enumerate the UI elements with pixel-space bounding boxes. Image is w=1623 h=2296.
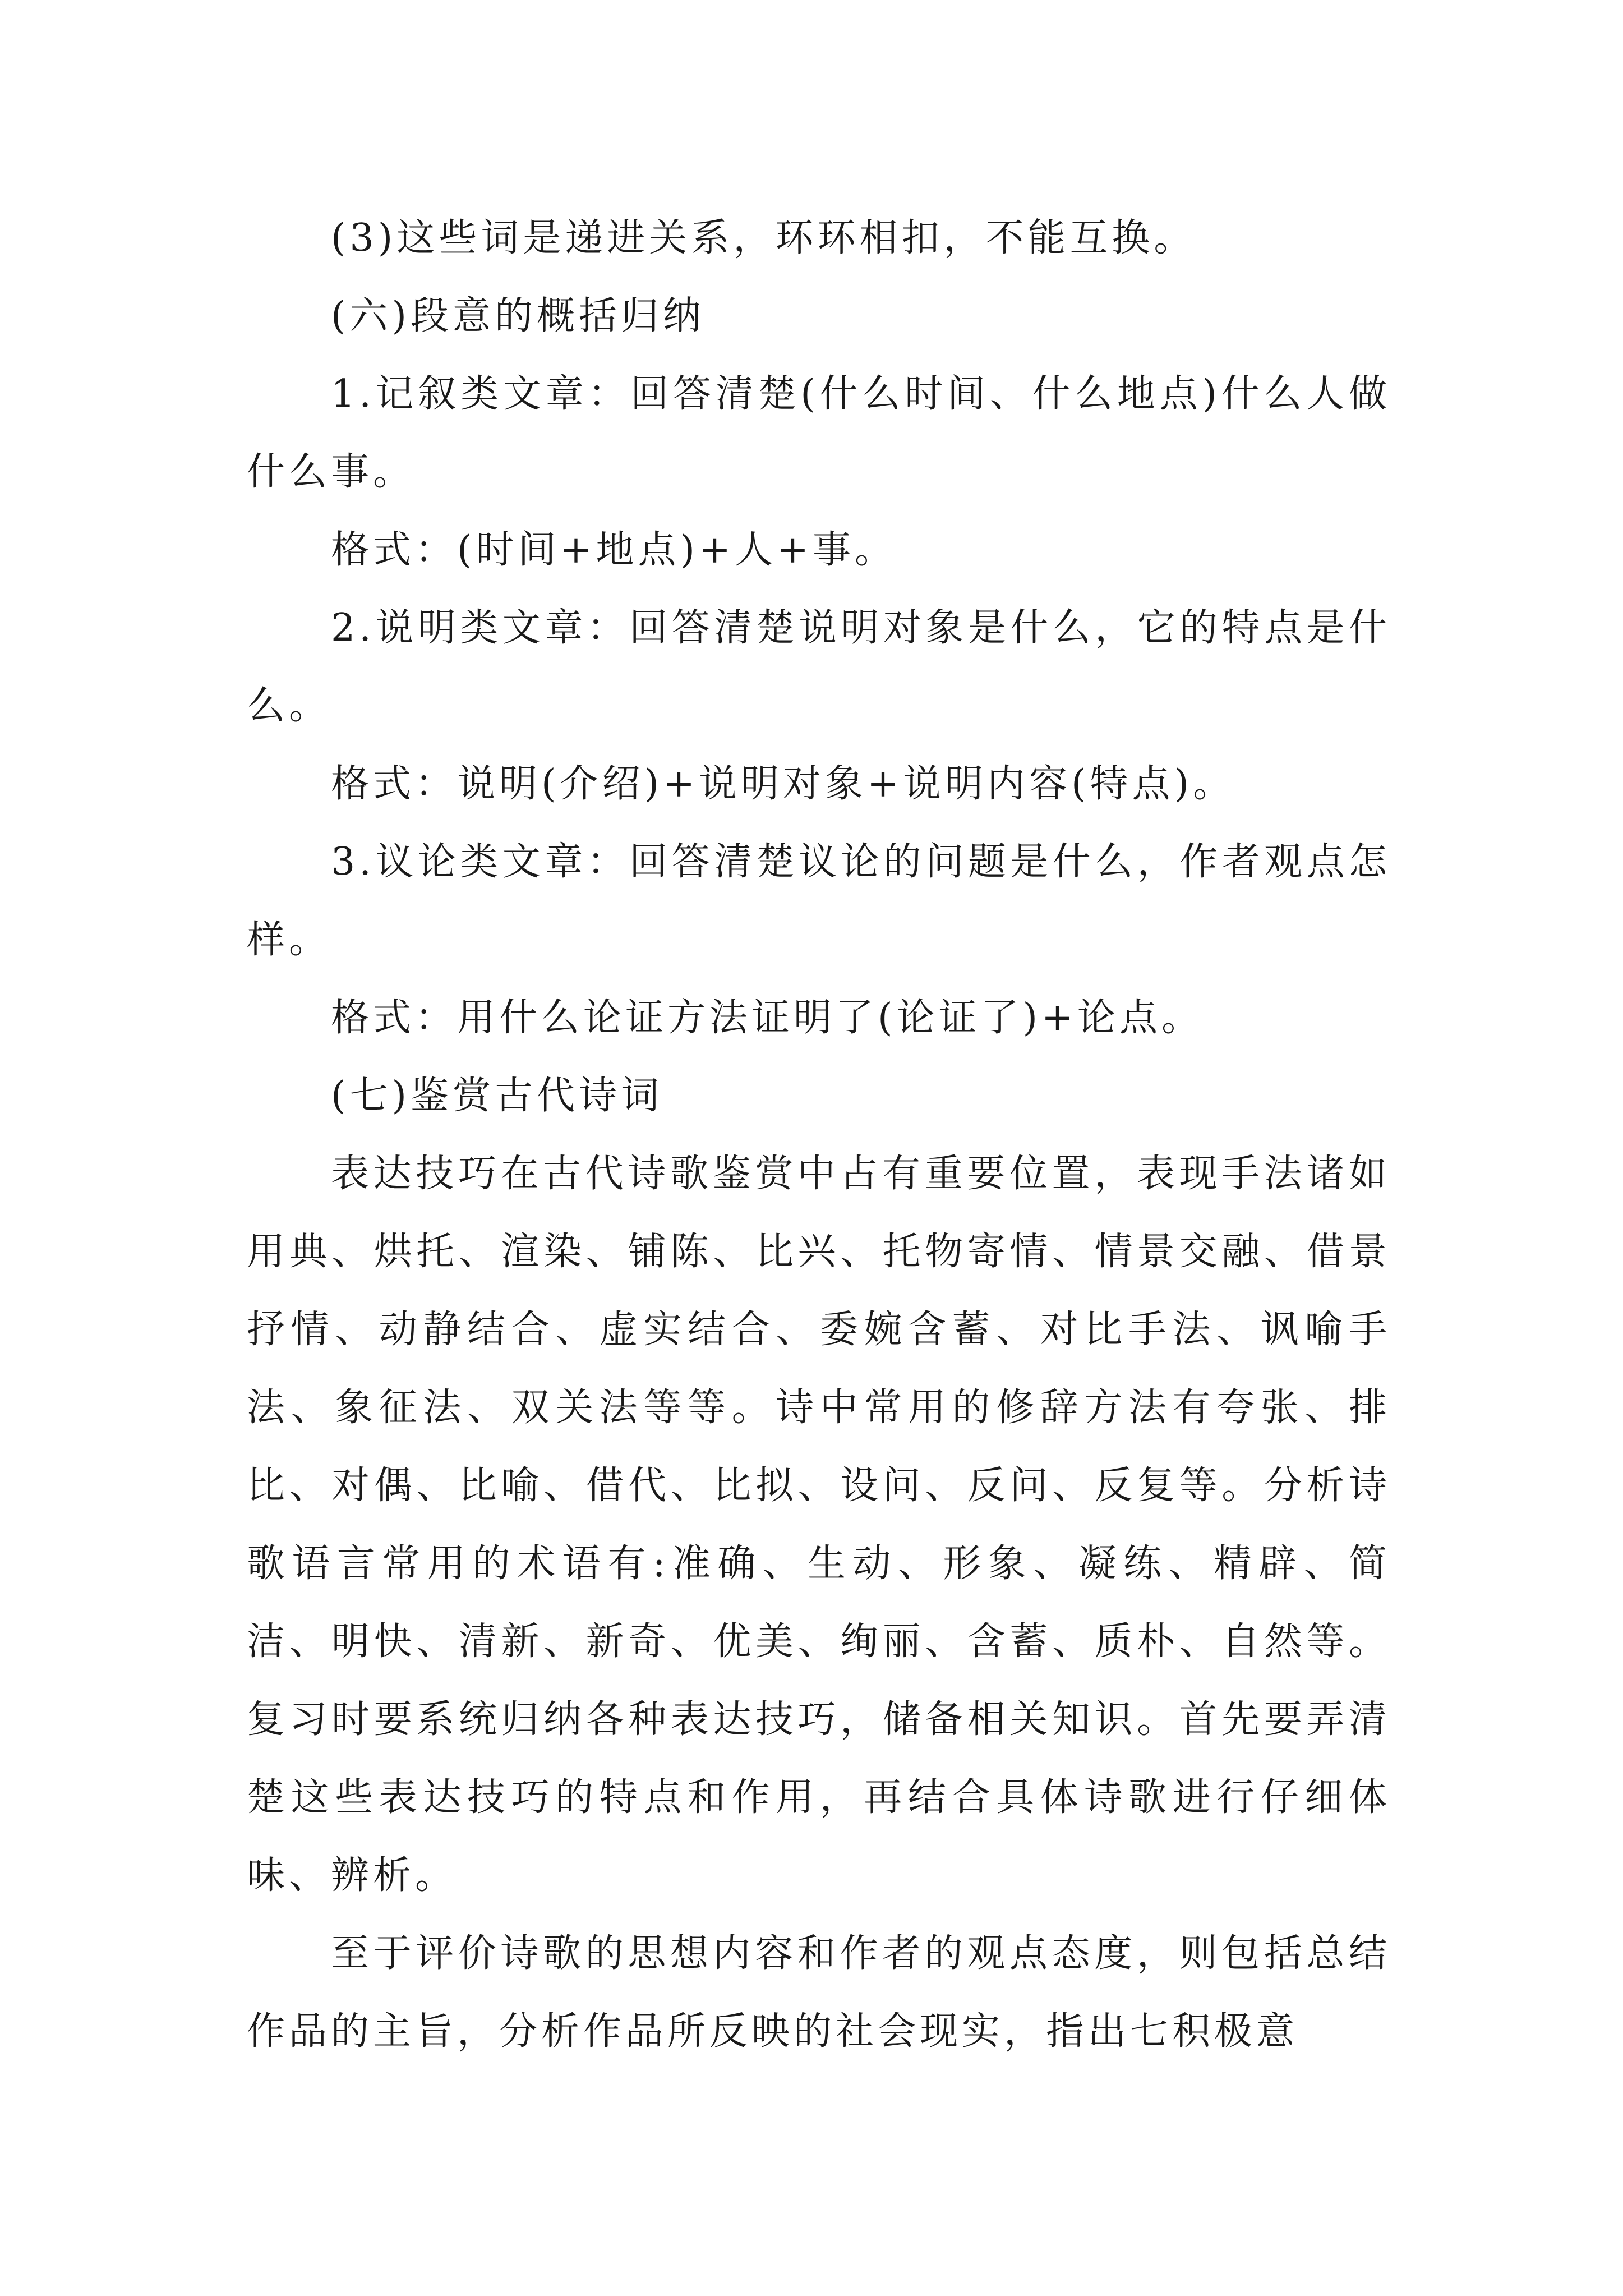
paragraph-format-expository: 格式：说明(介绍)+说明对象+说明内容(特点)。 (331, 762, 1235, 806)
section-heading-7: (七)鉴赏古代诗词 (331, 1074, 663, 1118)
paragraph-argumentative: 3.议论类文章：回答清楚议论的问题是什么，作者观点怎样。 (247, 840, 1391, 962)
paragraph-format-argumentative: 格式：用什么论证方法证明了(论证了)+论点。 (331, 996, 1204, 1040)
document-body (247, 199, 1391, 2070)
paragraph-poetry-evaluation: 至于评价诗歌的思想内容和作者的观点态度，则包括总结作品的主旨，分析作品所反映的社会现实，指出七积极意 (247, 1931, 1391, 2054)
paragraph-expository: 2.说明类文章：回答清楚说明对象是什么，它的特点是什么。 (247, 606, 1391, 728)
paragraph-item-3: (3)这些词是递进关系，环环相扣，不能互换。 (331, 216, 1196, 260)
section-heading-6: (六)段意的概括归纳 (331, 294, 706, 338)
paragraph-narrative: 1.记叙类文章：回答清楚(什么时间、什么地点)什么人做什么事。 (247, 372, 1391, 494)
paragraph-poetry-techniques: 表达技巧在古代诗歌鉴赏中占有重要位置，表现手法诸如用典、烘托、渲染、铺陈、比兴、托物寄情、情景交融、借景抒情、动静结合、虚实结合、委婉含蓄、对比手法、讽喻手法、象征法、双关法等等。诗中常用的修辞方法有夸张、排比、对偶、比喻、借代、比拟、设问、反问、反复等。分析诗歌语言常用的术语有:准确、生动、形象、凝练、精辟、简洁、明快、清新、新奇、优美、绚丽、含蓄、质朴、自然等。复习时要系统归纳各种表达技巧，储备相关知识。首先要弄清楚这些表达技巧的特点和作用，再结合具体诗歌进行仔细体味、辨析。 (247, 1152, 1391, 1898)
paragraph-format-narrative: 格式：(时间+地点)+人+事。 (331, 528, 897, 572)
